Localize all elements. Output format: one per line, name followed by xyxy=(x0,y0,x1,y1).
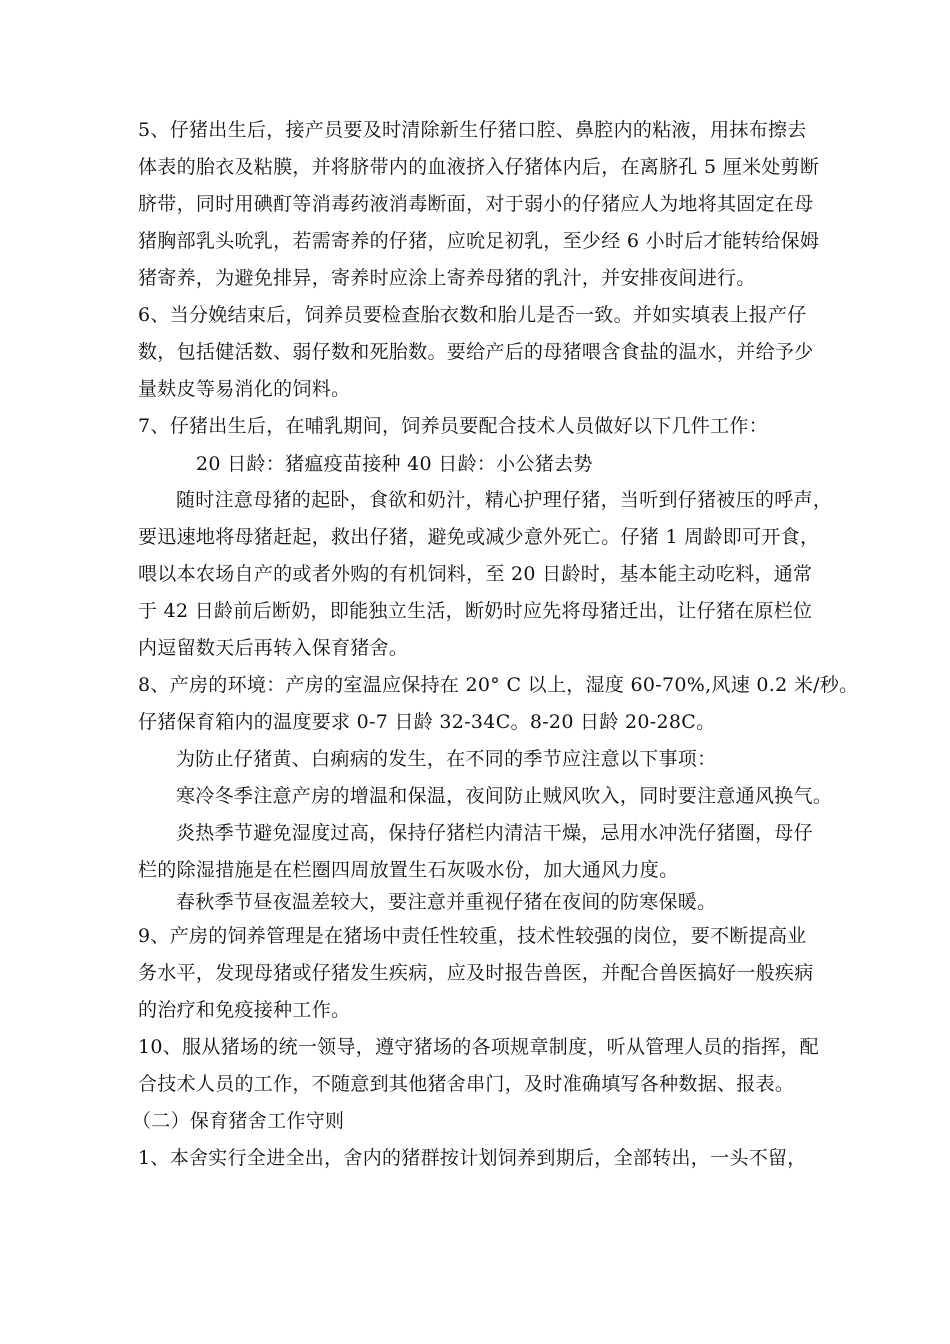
text-line-27: 合技术人员的工作，不随意到其他猪舍串门，及时准确填写各种数据、报表。 xyxy=(138,1073,795,1095)
text-line-1: 5、仔猪出生后，接产员要及时清除新生仔猪口腔、鼻腔内的粘液，用抹布擦去 xyxy=(138,119,807,141)
text-line-29: 1、本舍实行全进全出，舍内的猪群按计划饲养到期后，全部转出，一头不留， xyxy=(138,1147,807,1169)
text-line-13: 喂以本农场自产的或者外购的有机饲料，至 20 日龄时，基本能主动吃料，通常 xyxy=(138,563,813,585)
text-line-9: 7、仔猪出生后，在哺乳期间，饲养员要配合技术人员做好以下几件工作： xyxy=(138,415,768,437)
text-line-20: 炎热季节避免湿度过高，保持仔猪栏内清洁干燥，忌用水冲洗仔猪圈，母仔 xyxy=(176,822,813,844)
text-line-12: 要迅速地将母猪赶起，救出仔猪，避免或减少意外死亡。仔猪 1 周龄即可开食， xyxy=(138,526,820,548)
text-line-4: 猪胸部乳头吮乳，若需寄养的仔猪，应吮足初乳，至少经 6 小时后才能转给保姆 xyxy=(138,230,820,252)
text-line-16: 8、产房的环境：产房的室温应保持在 20° C 以上，湿度 60-70%,风速 0.2 米/秒。 xyxy=(138,674,859,696)
text-line-19: 寒冷冬季注意产房的增温和保温，夜间防止贼风吹入，同时要注意通风换气。 xyxy=(176,785,833,807)
text-line-18: 为防止仔猪黄、白痢病的发生，在不同的季节应注意以下事项： xyxy=(176,748,717,770)
text-line-21: 栏的除湿措施是在栏圈四周放置生石灰吸水份，加大通风力度。 xyxy=(138,859,679,881)
text-line-17: 仔猪保育箱内的温度要求 0-7 日龄 32-34C。8-20 日龄 20-28C。 xyxy=(138,711,716,733)
text-line-14: 于 42 日龄前后断奶，即能独立生活，断奶时应先将母猪迁出，让仔猪在原栏位 xyxy=(138,600,813,622)
text-line-10: 20 日龄：猪瘟疫苗接种 40 日龄：小公猪去势 xyxy=(196,453,593,475)
text-line-24: 务水平，发现母猪或仔猪发生疾病，应及时报告兽医，并配合兽医搞好一般疾病 xyxy=(138,962,814,984)
text-line-15: 内逗留数天后再转入保育猪舍。 xyxy=(138,637,409,659)
text-line-11: 随时注意母猪的起卧，食欲和奶汁，精心护理仔猪，当听到仔猪被压的呼声， xyxy=(176,489,833,511)
text-line-8: 量麸皮等易消化的饲料。 xyxy=(138,378,351,400)
text-line-6: 6、当分娩结束后，饲养员要检查胎衣数和胎儿是否一致。并如实填表上报产仔 xyxy=(138,304,807,326)
text-line-5: 猪寄养，为避免排异，寄养时应涂上寄养母猪的乳汁，并安排夜间进行。 xyxy=(138,267,756,289)
text-line-25: 的治疗和免疫接种工作。 xyxy=(138,999,351,1021)
text-line-7: 数，包括健活数、弱仔数和死胎数。要给产后的母猪喂含食盐的温水，并给予少 xyxy=(138,341,814,363)
text-line-2: 体表的胎衣及粘膜，并将脐带内的血液挤入仔猪体内后，在离脐孔 5 厘米处剪断 xyxy=(138,156,820,178)
section-heading: （二）保育猪舍工作守则 xyxy=(132,1110,345,1132)
text-line-22: 春秋季节昼夜温差较大，要注意并重视仔猪在夜间的防寒保暖。 xyxy=(176,891,717,913)
text-line-3: 脐带，同时用碘酊等消毒药液消毒断面，对于弱小的仔猪应人为地将其固定在母 xyxy=(138,193,814,215)
text-line-23: 9、产房的饲养管理是在猪场中责任性较重，技术性较强的岗位，要不断提高业 xyxy=(138,925,807,947)
text-line-26: 10、服从猪场的统一领导，遵守猪场的各项规章制度，听从管理人员的指挥，配 xyxy=(138,1036,819,1058)
